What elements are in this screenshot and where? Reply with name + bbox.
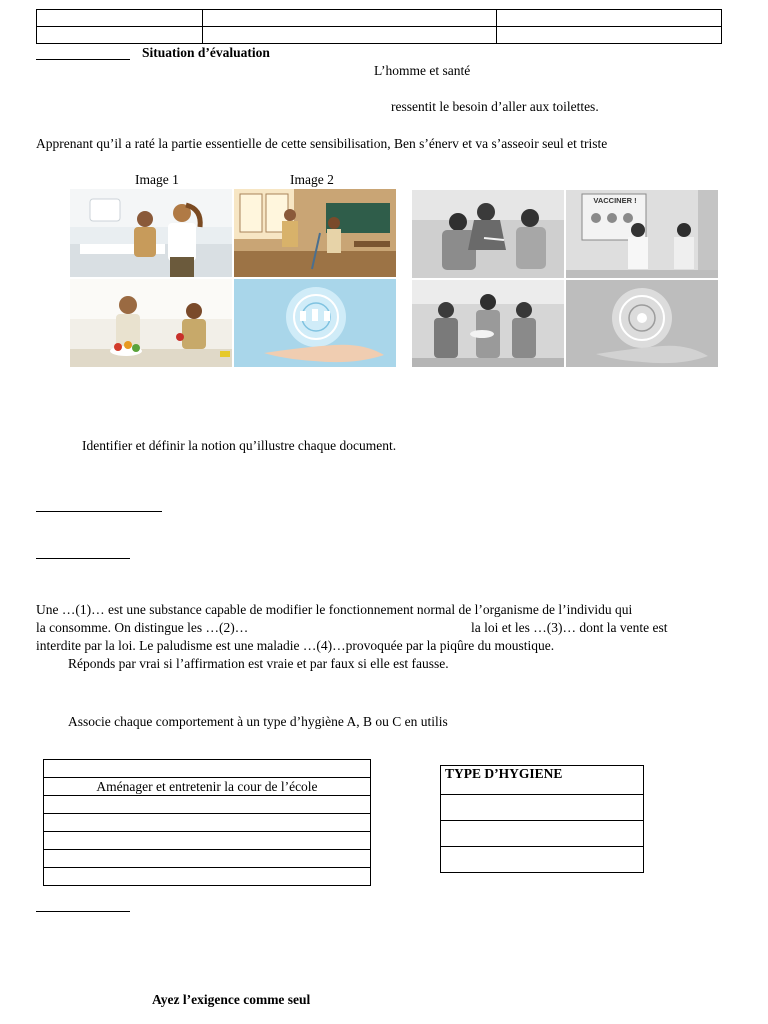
photo-vaccination (412, 190, 564, 278)
theme-title: L’homme et santé (374, 63, 471, 78)
closing-motto: Ayez l’exigence comme seul (152, 992, 311, 1007)
photo-classroom-sweeping (234, 189, 396, 277)
photo-hologram-hand (234, 279, 396, 367)
context-line-2: Apprenant qu’il a raté la partie essentielle de cette sensibilisation, Ben s’énerv et va s’asseoir seul et triste (36, 136, 608, 151)
association-instruction: Associe chaque comportement à un type d’hygiène A, B ou C en utilis (68, 714, 448, 729)
hygiene-cell (441, 847, 644, 873)
photo-vaccine-poster (566, 190, 718, 278)
photo-handwashing (70, 189, 232, 277)
fill-text-line-2a: la consomme. On distingue les …(2)… (36, 620, 249, 635)
blank-line (36, 59, 130, 60)
image-1-label: Image 1 (135, 172, 179, 187)
fill-text-line-1: Une …(1)… est une substance capable de modifier le fonctionnement normal de l’organisme de l’individu qui (36, 602, 633, 617)
true-false-instruction: Réponds par vrai si l’affirmation est vraie et par faux si elle est fausse. (68, 656, 449, 671)
fill-text-line-2b: la loi et les …(3)… dont la vente est (471, 620, 668, 635)
behaviors-table (43, 759, 371, 886)
image-2-label: Image 2 (290, 172, 334, 187)
behavior-cell (44, 796, 371, 814)
photo-washing-fruit (70, 279, 232, 367)
task-identify: Identifier et définir la notion qu’illustre chaque document. (82, 438, 397, 453)
behavior-cell (44, 832, 371, 850)
blank-line (36, 558, 130, 559)
behavior-cell (44, 868, 371, 886)
blank-line (36, 511, 162, 512)
behavior-cell (44, 760, 371, 778)
header-table (36, 9, 722, 44)
photo-hologram-hand-grey (566, 280, 718, 367)
blank-line (36, 911, 130, 912)
behavior-cell (44, 850, 371, 868)
context-line-1: ressentit le besoin d’aller aux toilettes. (391, 99, 599, 114)
hygiene-cell (441, 821, 644, 847)
hygiene-type-table (440, 765, 644, 873)
photo-children-eating (412, 280, 564, 367)
hygiene-cell (441, 795, 644, 821)
behavior-cell (44, 814, 371, 832)
behavior-cell: Aménager et entretenir la cour de l’école (44, 778, 371, 796)
poster-caption: VACCINER ! (593, 196, 637, 205)
hygiene-table-header: TYPE D’HYGIENE (441, 766, 644, 795)
situation-title: Situation d’évaluation (142, 45, 270, 60)
fill-text-line-3: interdite par la loi. Le paludisme est une maladie …(4)…provoquée par la piqûre du moustique. (36, 638, 555, 653)
